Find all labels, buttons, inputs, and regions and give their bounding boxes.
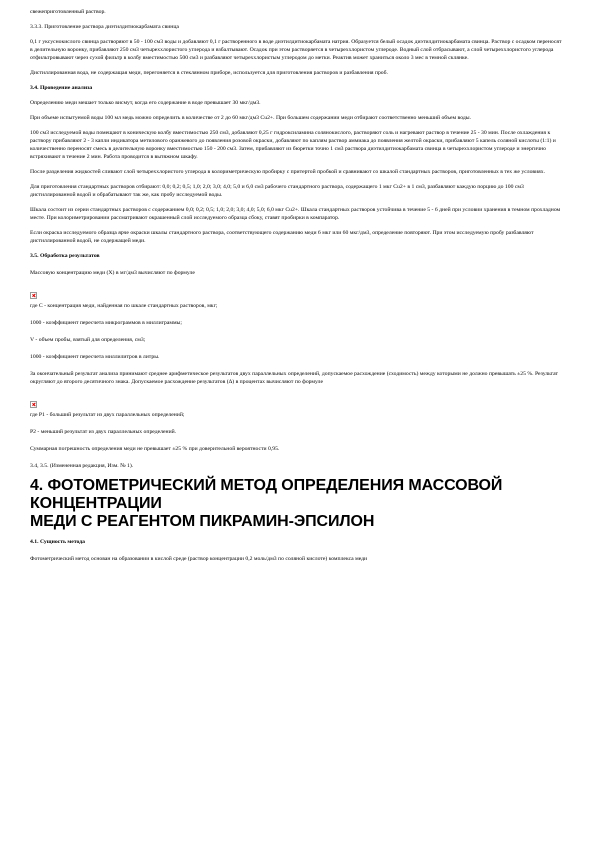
paragraph-formula-intro: Массовую концентрацию меди (X) в мг/дм3 вычисляют по формуле	[30, 270, 195, 276]
paragraph-repeat: Если окраска исследуемого образца ярче окраски шкалы стандартного раствора, соответствующего содержанию меди 6 мкг или 60 мкг/дм3, определение повторяют. При этом исследуемую пробу разбавляют дистиллированной водой, не содержащей меди.	[30, 230, 534, 244]
paragraph-error: Суммарная погрешность определения меди не превышает ±25 % при доверительной вероятности 0,95.	[30, 446, 280, 452]
section-3-5-title: 3.5. Обработка результатов	[30, 253, 100, 259]
paragraph-p2-definition: P2 - меньший результат из двух параллельных определений.	[30, 429, 177, 435]
paragraph-procedure: 100 см3 исследуемой воды помещают в коническую колбу вместимостью 250 см3, добавляют 0,25 г гидроксиламина солянокислого, растворяют соль и нагревают раствор в течение 25 - 30 мин. После охлаждения к раствору прибавляют 2 - 3 капли индикатора метилового оранжевого до появления розовой окраски, добавляют по каплям раствор аммиака до появления желтой окраски, прибавляют 5 капель соляной кислоты (1:1) и количественно переносят смесь в делительную воронку вместимостью 150 - 200 см3. Затем, прибавляют из бюретки точно 1 см3 раствора диэтилдитиокарбамата свинца в четыреххлористом углероде и энергично встряхивают в течение 2 мин. Работа проводится в вытяжном шкафу.	[30, 130, 556, 160]
section-3-3-3-title: 3.3.3. Приготовление раствора диэтилдитиокарбамата свинца	[30, 24, 179, 30]
paragraph-1000-mg: 1000 - коэффициент пересчета микрограммов в миллиграммы;	[30, 320, 182, 326]
paragraph-amendment: 3.4, 3.5. (Измененная редакция, Изм. № 1).	[30, 463, 134, 469]
heading-line-2: КОНЦЕНТРАЦИИ	[30, 495, 162, 512]
heading-line-1: 4. ФОТОМЕТРИЧЕСКИЙ МЕТОД ОПРЕДЕЛЕНИЯ МАССОВОЙ	[30, 477, 503, 494]
paragraph-previous-end: свежеприготовленный раствор.	[30, 9, 106, 15]
paragraph-method-essence: Фотометрический метод основан на образовании в кислой среде (раствор концентрации 0,2 моль/дм3 по соляной кислоте) комплекса меди	[30, 556, 368, 562]
paragraph-comparison: После разделения жидкостей сливают слой четыреххлористого углерода в колориметрическую пробирку с притертой пробкой и сравнивают со шкалой стандартных растворов, приготовленных в тех же условиях.	[30, 169, 546, 175]
broken-image-icon	[30, 401, 37, 408]
section-4-1-title: 4.1. Сущность метода	[30, 539, 85, 545]
paragraph-v-definition: V - объем пробы, взятый для определения, см3;	[30, 337, 146, 343]
paragraph-volume-range: При объеме испытуемой воды 100 мл медь можно определить в количестве от 2 до 60 мкг/дм3 Cu2+. При большем содержании меди отбирают соответственно меньший объем воды.	[30, 115, 472, 121]
paragraph-c-definition: где C - концентрация меди, найденная по шкале стандартных растворов, мкг;	[30, 303, 218, 309]
paragraph-lead-reagent-prep: 0,1 г уксуснокислого свинца растворяют в 50 - 100 см3 воды и добавляют 0,1 г растворенного в воде диэтилдитиокарбамата натрия. Образуется белый осадок диэтилдитиокарбамата свинца. Раствор с осадком переносят в делительную воронку, прибавляют 250 см3 четыреххлористого углерода и взбалтывают. Осадок при этом растворяется в четыреххлористом углероде. Водный слой отбрасывают, а слой четыреххлористого углерода отфильтровывают через сухой фильтр в колбу вместимостью 500 см3 и разбавляют четыреххлористым углеродом до метки. Реактив может храниться около 3 мес в темной склянке.	[30, 39, 562, 61]
paragraph-final-result: За окончательный результат анализа принимают среднее арифметическое результатов двух параллельных определений, допускаемое расхождение (сходимость) между которыми не должно превышать ±25 %. Результат округляют до второго десятичного знака. Допускаемое расхождение результатов (Δ) в процентах вычисляют по формуле	[30, 371, 558, 385]
paragraph-distilled-water: Дистиллированная вода, не содержащая меди, перегоняется в стеклянном приборе, используется для приготовления растворов и разбавления проб.	[30, 70, 388, 76]
paragraph-scale: Шкала состоит из серии стандартных растворов с содержанием 0,0; 0,2; 0,5; 1,0; 2,0; 3,0; 4,0; 5,0; 6,0 мкг Cu2+. Шкала стандартных растворов устойчива в течение 5 - 6 дней при условии хранения в темном прохладном месте. При колориметрировании рассматривают окрашенный слой исследуемого образца сбоку, ставят пробирки в компаратор.	[30, 207, 561, 221]
formula-1-image	[30, 286, 565, 295]
paragraph-1000-ml: 1000 - коэффициент пересчета миллилитров в литры.	[30, 354, 160, 360]
paragraph-p1-definition: где P1 - больший результат из двух параллельных определений;	[30, 412, 185, 418]
broken-image-icon	[30, 292, 37, 299]
paragraph-standards-prep: Для приготовления стандартных растворов отбирают: 0,0; 0,2; 0,5; 1,0; 2,0; 3,0; 4,0; 5,0 и 6,0 см3 рабочего стандартного раствора, содержащего 1 мкг Cu2+ в 1 см3, разбавляют каждую порцию до 100 см3 дистиллированной водой и обрабатывают так же, как пробу исследуемой воды.	[30, 184, 524, 198]
section-4-heading	[30, 477, 565, 531]
heading-line-3: МЕДИ С РЕАГЕНТОМ ПИКРАМИН-ЭПСИЛОН	[30, 513, 375, 530]
section-3-4-title: 3.4. Проведение анализа	[30, 85, 93, 91]
paragraph-interference: Определению меди мешает только висмут, когда его содержание в воде превышает 30 мкг/дм3.	[30, 100, 261, 106]
formula-2-image	[30, 395, 565, 404]
